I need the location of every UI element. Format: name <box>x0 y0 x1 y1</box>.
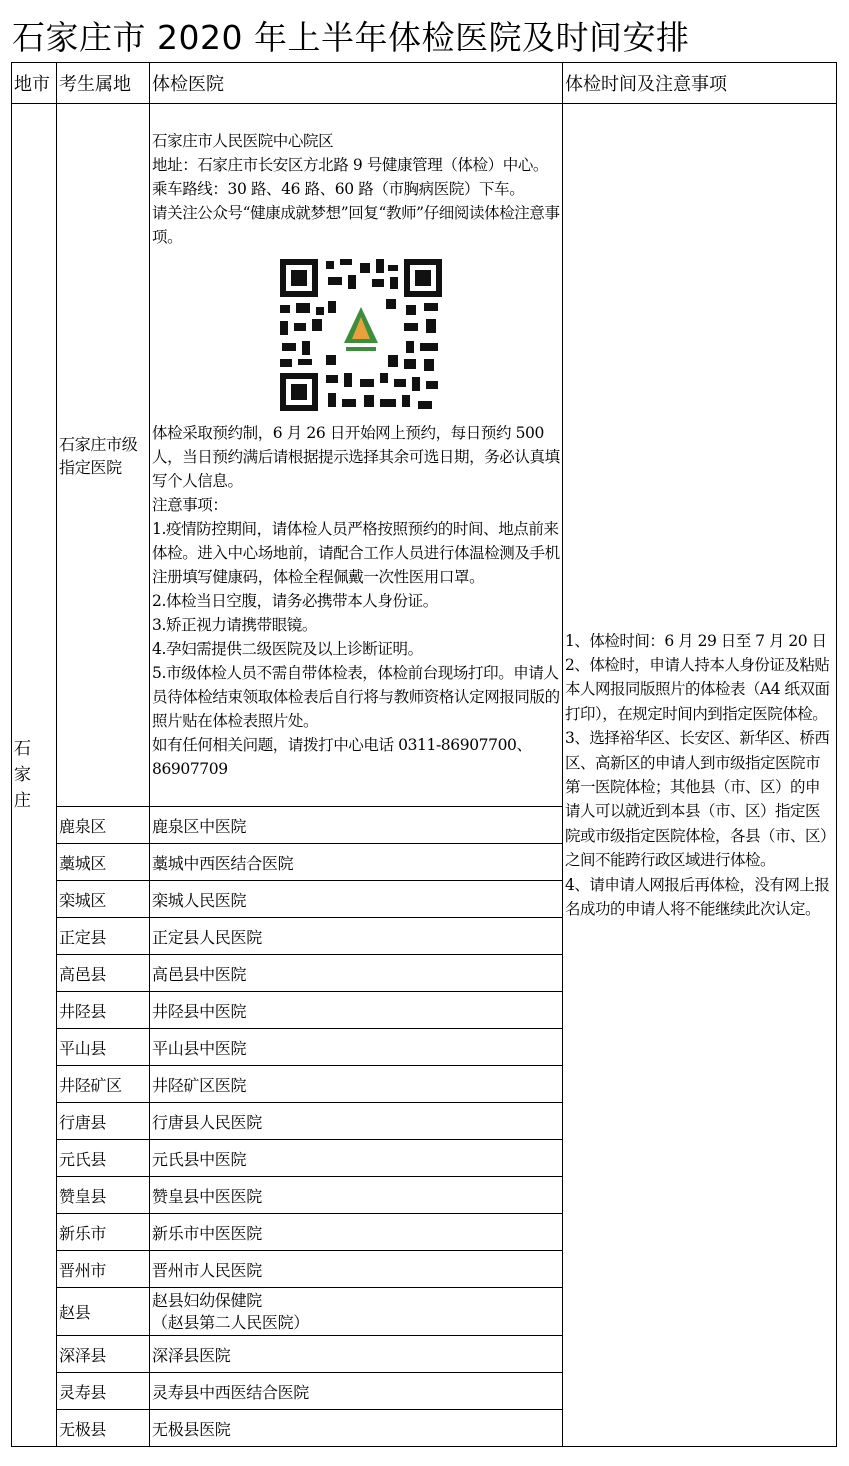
hospital-cell: 平山县中医院 <box>150 1029 563 1066</box>
appointment-info: 体检采取预约制，6 月 26 日开始网上预约，每日预约 500 人，当日预约满后请根据提示选择其余可选日期，务必认真填写个人信息。 <box>152 424 560 490</box>
notice-item-1: 1.疫情防控期间，请体检人员严格按照预约的时间、地点前来体检。进入中心场地前，请配合工作人员进行体温检测及手机注册填写健康码，体检全程佩戴一次性医用口罩。 <box>152 520 560 586</box>
main-area-cell: 石家庄市级指定医院 <box>57 104 150 807</box>
notice-item-2: 2.体检当日空腹，请务必携带本人身份证。 <box>152 592 438 610</box>
header-notes: 体检时间及注意事项 <box>563 63 837 104</box>
hospital-address-line: 地址：石家庄市长安区方北路 9 号健康管理（体检）中心。 <box>152 156 549 174</box>
hospital-cell: 高邑县中医院 <box>150 955 563 992</box>
notes-item-2: 2、体检时，申请人持本人身份证及粘贴本人网报同版照片的体检表（A4 纸双面打印），在规定时间内到指定医院体检。 <box>565 655 830 723</box>
hospital-cell: 灵寿县中西医结合医院 <box>150 1373 563 1410</box>
hospital-cell: 鹿泉区中医院 <box>150 807 563 844</box>
area-cell: 井陉县 <box>57 992 150 1029</box>
area-cell: 晋州市 <box>57 1251 150 1288</box>
area-cell: 平山县 <box>57 1029 150 1066</box>
notes-cell <box>563 104 837 1447</box>
hospital-cell: 无极县医院 <box>150 1410 563 1447</box>
area-cell: 赵县 <box>57 1288 150 1336</box>
hospital-cell: 新乐市中医医院 <box>150 1214 563 1251</box>
hospital-wechat-line: 请关注公众号“健康成就梦想”回复“教师”仔细阅读体检注意事项。 <box>152 204 560 246</box>
hospital-cell: 藁城中西医结合医院 <box>150 844 563 881</box>
header-area: 考生属地 <box>57 63 150 104</box>
hospital-cell: 正定县人民医院 <box>150 918 563 955</box>
qr-code-image <box>276 255 446 415</box>
area-cell: 赞皇县 <box>57 1177 150 1214</box>
notice-heading: 注意事项： <box>152 496 228 514</box>
area-cell: 正定县 <box>57 918 150 955</box>
hospital-cell: 深泽县医院 <box>150 1336 563 1373</box>
area-cell: 新乐市 <box>57 1214 150 1251</box>
hospital-cell: 赞皇县中医医院 <box>150 1177 563 1214</box>
table-header-row <box>12 63 837 104</box>
hospital-cell <box>150 1288 563 1336</box>
notice-item-3: 3.矫正视力请携带眼镜。 <box>152 616 317 634</box>
contact-phone: 如有任何相关问题，请拨打中心电话 0311-86907700、86907709 <box>152 736 532 778</box>
notes-item-1: 1、体检时间：6 月 29 日至 7 月 20 日 <box>565 631 827 650</box>
area-cell: 藁城区 <box>57 844 150 881</box>
hospital-name-line: 石家庄市人民医院中心院区 <box>152 132 334 150</box>
hospital-bus-line: 乘车路线：30 路、46 路、60 路（市胸病医院）下车。 <box>152 180 525 198</box>
city-name: 石家庄 <box>14 739 31 811</box>
area-cell: 栾城区 <box>57 881 150 918</box>
hospital-cell: 井陉县中医院 <box>150 992 563 1029</box>
header-hospital: 体检医院 <box>150 63 563 104</box>
area-cell: 无极县 <box>57 1410 150 1447</box>
hospital-schedule-table <box>11 62 837 1447</box>
area-cell: 行唐县 <box>57 1103 150 1140</box>
hospital-alt-name: （赵县第二人民医院） <box>152 1312 310 1332</box>
area-cell: 高邑县 <box>57 955 150 992</box>
hospital-cell: 行唐县人民医院 <box>150 1103 563 1140</box>
area-cell: 井陉矿区 <box>57 1066 150 1103</box>
notes-item-4: 4、请申请人网报后再体检，没有网上报名成功的申请人将不能继续此次认定。 <box>565 875 830 919</box>
page-title: 石家庄市 2020 年上半年体检医院及时间安排 <box>12 18 690 57</box>
notice-item-4: 4.孕妇需提供二级医院及以上诊断证明。 <box>152 640 423 658</box>
notice-item-5: 5.市级体检人员不需自带体检表，体检前台现场打印。申请人员待体检结束领取体检表后自行将与教师资格认定网报同版的照片贴在体检表照片处。 <box>152 664 560 730</box>
area-cell: 深泽县 <box>57 1336 150 1373</box>
area-cell: 灵寿县 <box>57 1373 150 1410</box>
city-cell <box>12 104 57 1447</box>
hospital-name: 赵县妇幼保健院 <box>152 1290 262 1310</box>
area-cell: 元氏县 <box>57 1140 150 1177</box>
hospital-cell: 元氏县中医院 <box>150 1140 563 1177</box>
header-city: 地市 <box>12 63 57 104</box>
hospital-cell: 晋州市人民医院 <box>150 1251 563 1288</box>
main-hospital-cell <box>150 104 563 807</box>
notes-item-3: 3、选择裕华区、长安区、新华区、桥西区、高新区的申请人到市级指定医院市第一医院体检；其他县（市、区）的申请人可以就近到本县（市、区）指定医院或市级指定医院体检，各县（市、区）之间不能跨行政区域进行体检。 <box>565 729 830 870</box>
hospital-cell: 井陉矿区医院 <box>150 1066 563 1103</box>
table-row-main <box>12 104 837 807</box>
hospital-cell: 栾城人民医院 <box>150 881 563 918</box>
area-cell: 鹿泉区 <box>57 807 150 844</box>
